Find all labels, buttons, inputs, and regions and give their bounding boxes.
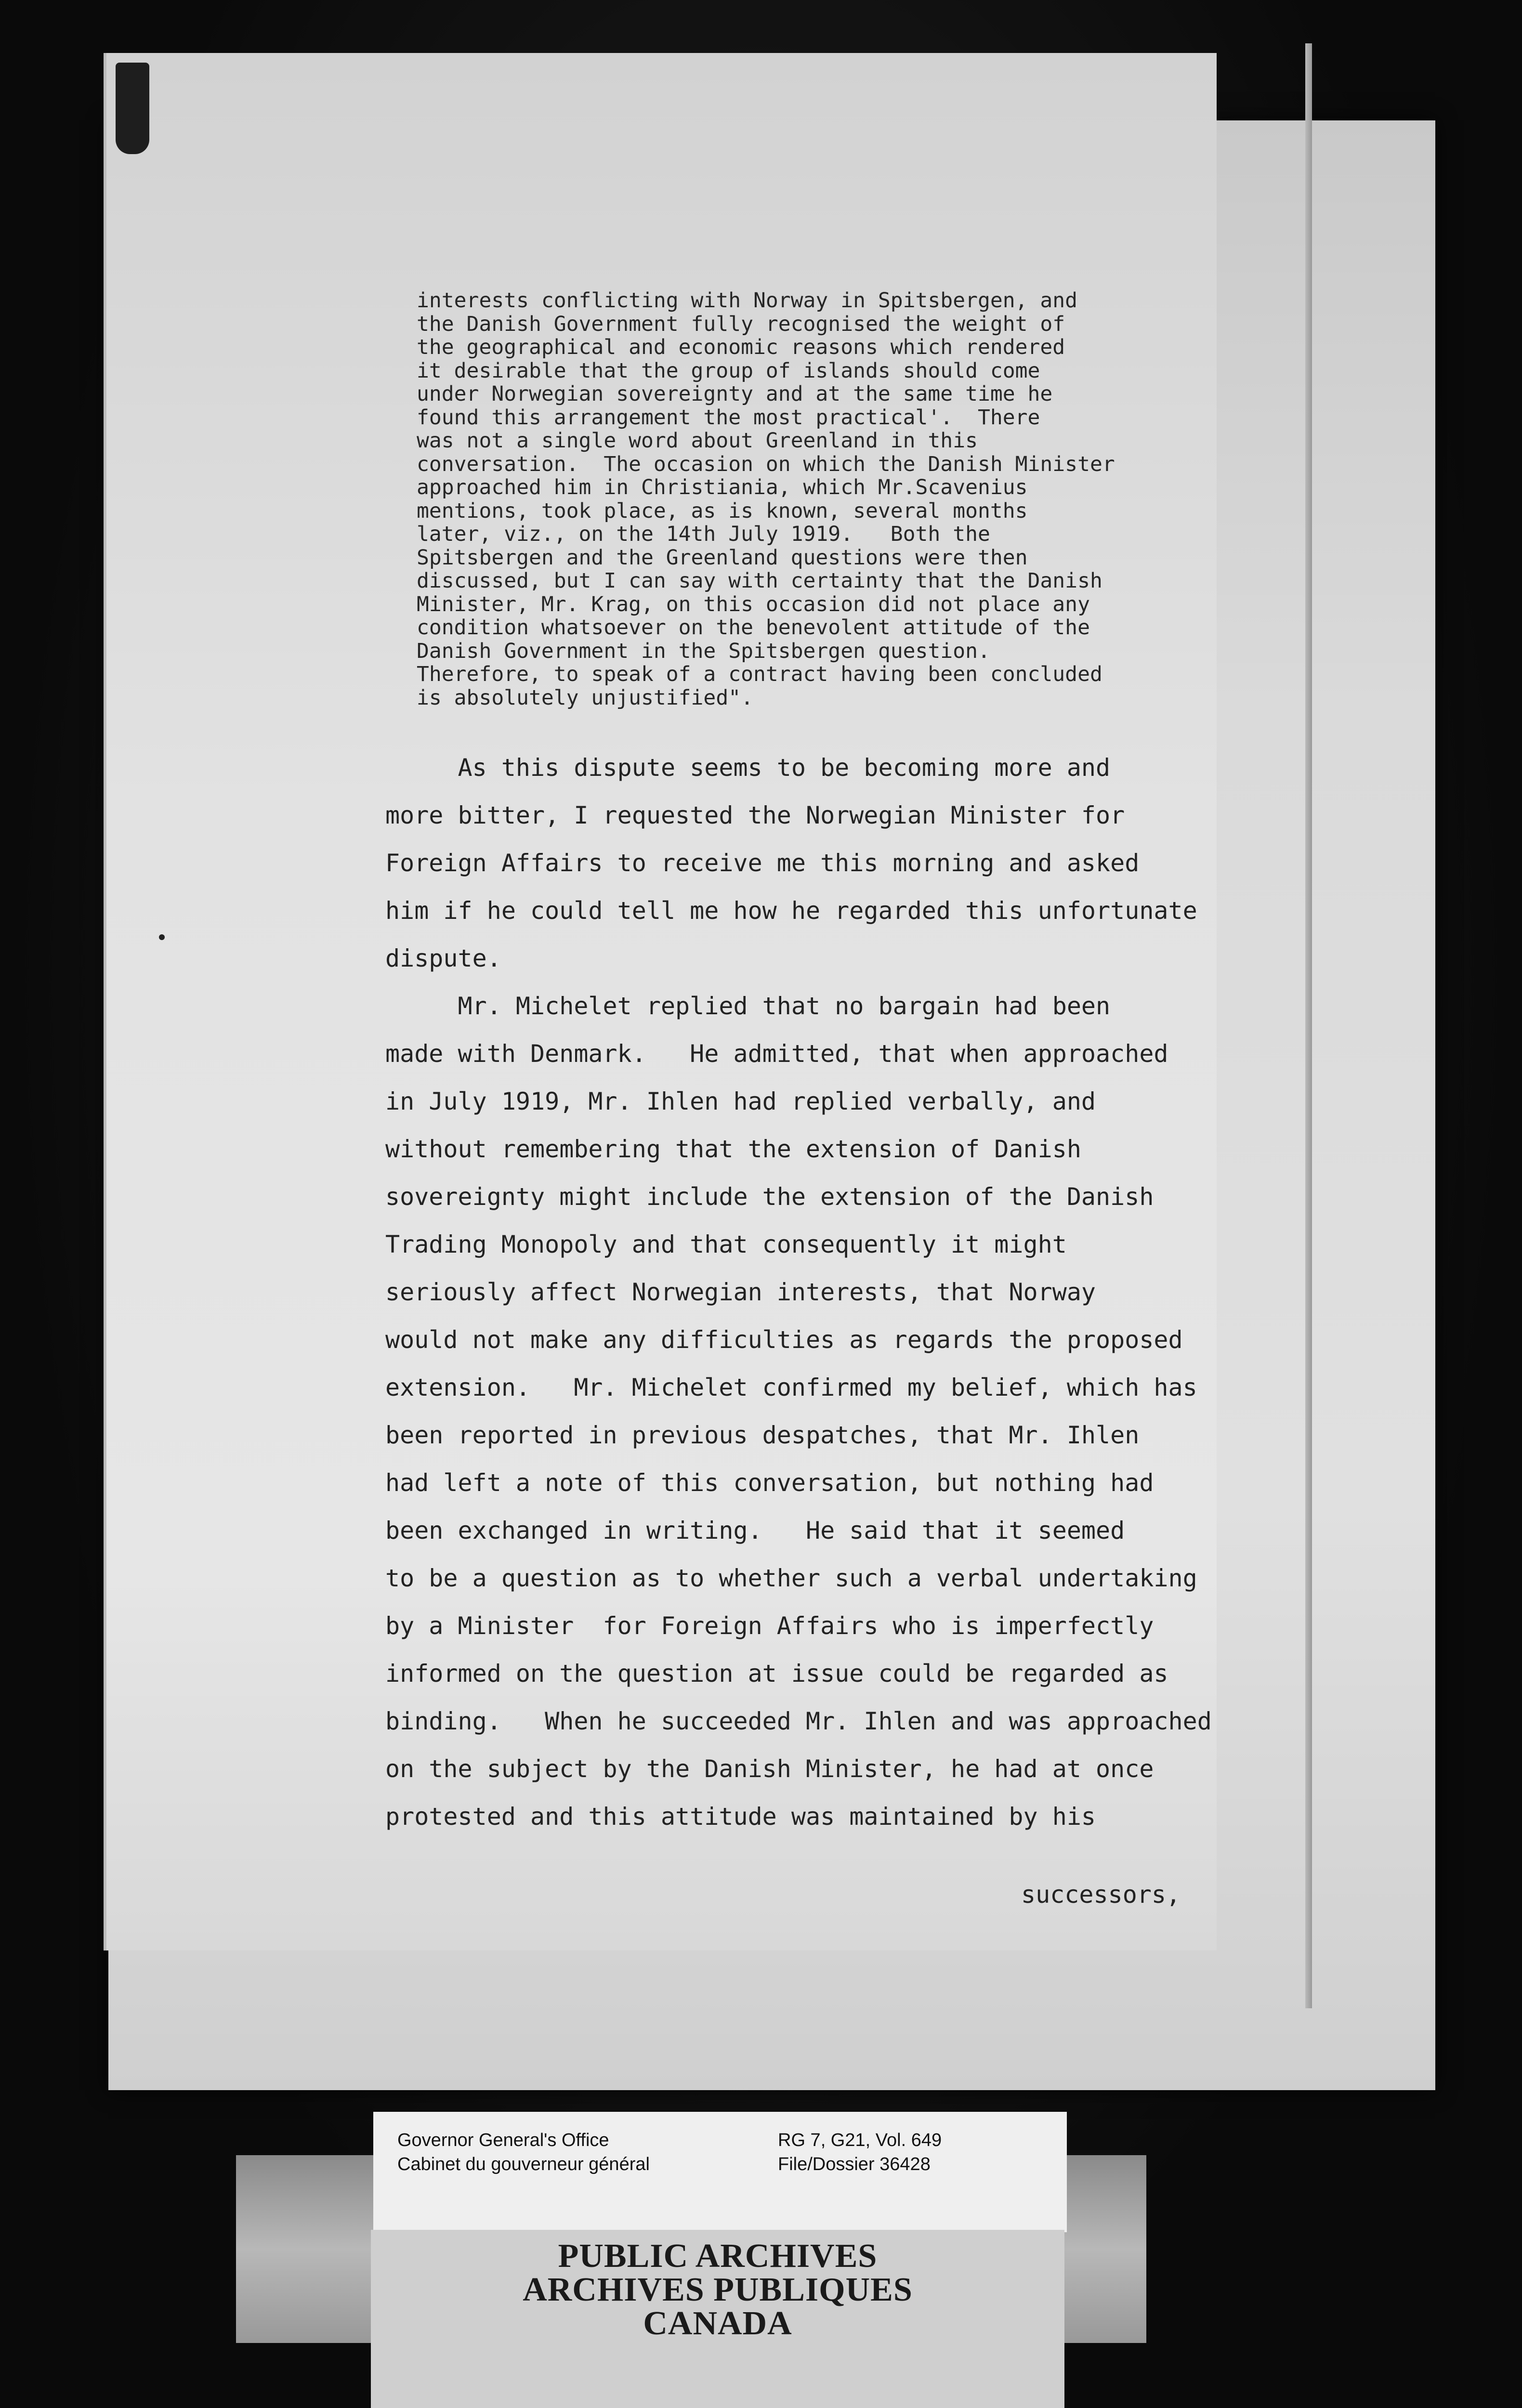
text-line: protested and this attitude was maintained by his bbox=[385, 1803, 1096, 1831]
office-fr: Cabinet du gouverneur général bbox=[397, 2154, 650, 2174]
text-line: informed on the question at issue could be regarded as bbox=[385, 1660, 1168, 1688]
text-line: on the subject by the Danish Minister, he had at once bbox=[385, 1755, 1154, 1783]
text-line: sovereignty might include the extension of the Danish bbox=[385, 1183, 1154, 1211]
text-line: is absolutely unjustified". bbox=[417, 685, 753, 710]
text-line: the geographical and economic reasons which rendered bbox=[417, 335, 1065, 359]
text-line: in July 1919, Mr. Ihlen had replied verbally, and bbox=[385, 1087, 1096, 1115]
archive-reference-label bbox=[373, 2112, 1067, 2232]
text-line: discussed, but I can say with certainty that the Danish bbox=[417, 569, 1102, 593]
text-line: Danish Government in the Spitsbergen question. bbox=[417, 639, 990, 663]
text-line: Mr. Michelet replied that no bargain had been bbox=[385, 992, 1111, 1020]
text-line: it desirable that the group of islands should come bbox=[417, 358, 1040, 383]
stamp-line-3: CANADA bbox=[643, 2305, 792, 2342]
text-line: would not make any difficulties as regards the proposed bbox=[385, 1326, 1183, 1354]
text-line: extension. Mr. Michelet confirmed my belief, which has bbox=[385, 1374, 1197, 1401]
text-line: been reported in previous despatches, that Mr. Ihlen bbox=[385, 1421, 1140, 1449]
text-line: had left a note of this conversation, but nothing had bbox=[385, 1469, 1154, 1497]
text-line: found this arrangement the most practical'. There bbox=[417, 405, 1040, 430]
text-line: Minister, Mr. Krag, on this occasion did not place any bbox=[417, 592, 1090, 616]
text-line: binding. When he succeeded Mr. Ihlen and was approached bbox=[385, 1707, 1212, 1735]
text-line: Trading Monopoly and that consequently it might bbox=[385, 1230, 1067, 1258]
office-en: Governor General's Office bbox=[397, 2130, 609, 2150]
text-line: condition whatsoever on the benevolent attitude of the bbox=[417, 615, 1090, 640]
text-line: to be a question as to whether such a verbal undertaking bbox=[385, 1564, 1197, 1592]
text-line: interests conflicting with Norway in Spitsbergen, and bbox=[417, 288, 1078, 313]
text-line: without remembering that the extension of Danish bbox=[385, 1135, 1081, 1163]
text-line: him if he could tell me how he regarded this unfortunate bbox=[385, 897, 1197, 925]
catchword: successors, bbox=[1021, 1881, 1181, 1909]
stamp-line-2: ARCHIVES PUBLIQUES bbox=[523, 2271, 913, 2308]
text-line: dispute. bbox=[385, 944, 501, 972]
text-line: later, viz., on the 14th July 1919. Both the bbox=[417, 522, 990, 546]
file-number: File/Dossier 36428 bbox=[778, 2154, 931, 2174]
text-line: more bitter, I requested the Norwegian Minister for bbox=[385, 801, 1125, 829]
quoted-passage bbox=[417, 289, 1332, 709]
text-line: approached him in Christiania, which Mr.Scavenius bbox=[417, 475, 1028, 499]
text-line: was not a single word about Greenland in this bbox=[417, 429, 978, 453]
record-group-reference: RG 7, G21, Vol. 649 bbox=[778, 2130, 942, 2150]
text-line: seriously affect Norwegian interests, that Norway bbox=[385, 1278, 1096, 1306]
text-line: mentions, took place, as is known, several months bbox=[417, 498, 1028, 523]
paper-clip bbox=[116, 63, 149, 154]
scan-speck bbox=[159, 934, 165, 940]
text-line: conversation. The occasion on which the Danish Minister bbox=[417, 452, 1115, 476]
text-line: Foreign Affairs to receive me this morning and asked bbox=[385, 849, 1140, 877]
text-line: made with Denmark. He admitted, that when approached bbox=[385, 1040, 1168, 1068]
text-line: the Danish Government fully recognised the weight of bbox=[417, 312, 1065, 336]
stamp-line-1: PUBLIC ARCHIVES bbox=[558, 2238, 878, 2275]
text-line: been exchanged in writing. He said that it seemed bbox=[385, 1517, 1125, 1544]
archives-stamp bbox=[371, 2230, 1064, 2408]
text-line: by a Minister for Foreign Affairs who is imperfectly bbox=[385, 1612, 1154, 1640]
letter-body bbox=[385, 744, 1349, 1841]
text-line: under Norwegian sovereignty and at the same time he bbox=[417, 382, 1053, 406]
text-line: Therefore, to speak of a contract having been concluded bbox=[417, 662, 1102, 686]
text-line: As this dispute seems to be becoming more and bbox=[385, 754, 1111, 782]
text-line: Spitsbergen and the Greenland questions were then bbox=[417, 545, 1028, 570]
